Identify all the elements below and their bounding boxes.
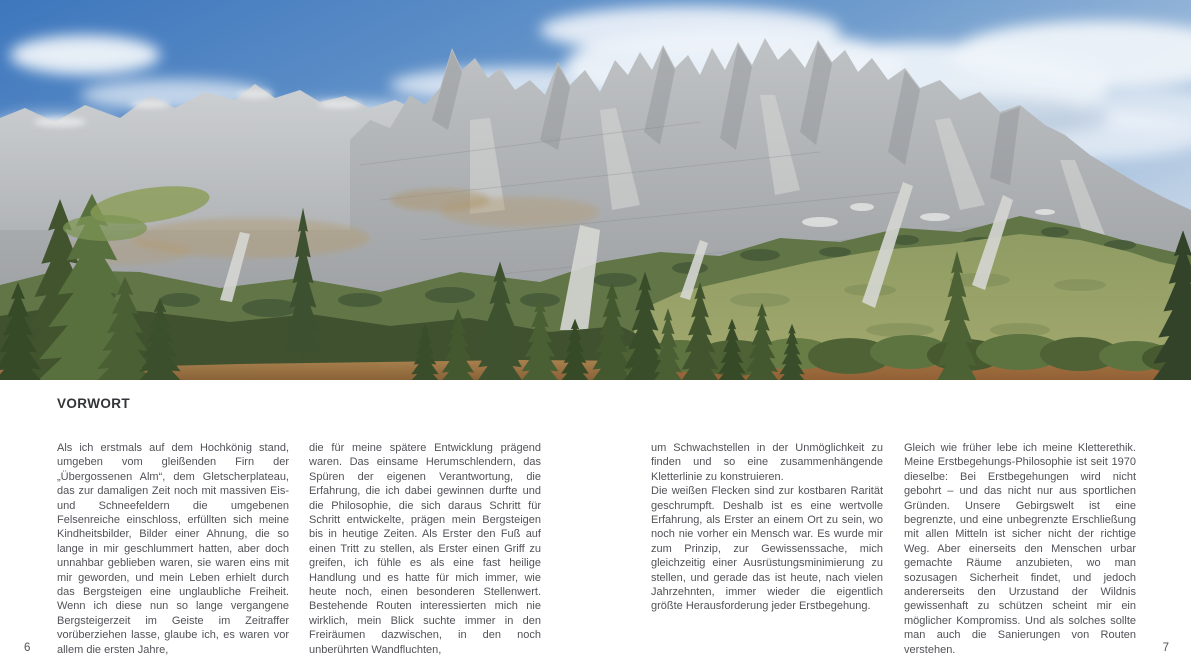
text-column-1 bbox=[57, 441, 289, 657]
paragraph: Die weißen Flecken sind zur kostbaren Rarität geschrumpft. Deshalb ist es eine wertvolle Erfahrung, als Erster an einem Ort zu sein, wo noch nie vorher ein Mensch war. Es wurde mir zum Prinzip, zur Gewissenssache, mich gleichzeitig einer Ausrüstungsminimierung zu stellen, und gerade das ist heute, nach vielen Jahrzehnten, immer wieder die eigentlich größte Herausforderung jeder Erstbegehung. bbox=[651, 485, 883, 613]
page-number-left: 6 bbox=[24, 642, 31, 654]
text-column-3 bbox=[651, 441, 883, 614]
paragraph: Als ich erstmals auf dem Hochkönig stand, umgeben vom gleißenden Firn der „Übergossenen Alm“, dem Gletscherplateau, das zur damaligen Zeit noch mit massiven Eis- und Schneefeldern die umgebenen Felsenreiche einschloss, erfüllten sich meine Kindheitsbilder, Bilder einer Ahnung, die so lange in mir geschlummert hatten, aber doch unnahbar geblieben waren, sie waren eins mit mir geworden, und mein Leben erhielt durch das Bergsteigen eine unglaubliche Freiheit. Wenn ich diese nun so lange vergangene Bergsteigerzeit im Geiste im Zeitraffer vorüberziehen lasse, glaube ich, es waren vor allem die ersten Jahre, bbox=[57, 442, 289, 656]
text-column-2 bbox=[309, 441, 541, 657]
paragraph: die für meine spätere Entwicklung prägend waren. Das einsame Herumschlendern, das Spüren der eigenen Verantwortung, die Erfahrung, die ich dabei gewinnen durfte und die Philosophie, die sich daraus Schritt für Schritt entwickelte, prägen mein Bergsteigen bis in heutige Zeiten. Als Erster den Fuß auf einen Tritt zu stellen, als Erster einen Griff zu greifen, ich fühle es als eine fast heilige Handlung und es hatte für mich immer, wie heute noch, einen besonderen Stellenwert. Bestehende Routen interessierten mich nie wirklich, mein Blick suchte immer in den Freiräumen dazwischen, in den noch unberührten Wandfluchten, bbox=[309, 442, 541, 656]
paragraph: um Schwachstellen in der Unmöglichkeit zu finden und so eine zusammenhängende Kletterlinie zu konstruieren. bbox=[651, 442, 883, 483]
page-number-right: 7 bbox=[1162, 642, 1169, 654]
paragraph: Gleich wie früher lebe ich meine Kletterethik. Meine Erstbegehungs-Philosophie ist seit 1970 dieselbe: Bei Erstbegehungen wird nicht gebohrt – und das nicht nur aus sportlichen Gründen. Unsere Gebirgswelt ist eine begrenzte, und eine unbegrenzte Erschließung mit allen Mitteln ist sicher nicht der richtige Weg. Aber einerseits den Menschen urbar gemachte Räume anzubieten, wo man sozusagen Sicherheit findet, und jedoch andererseits den Urzustand der Wildnis gewissenhaft zu schützen scheint mir ein möglicher Kompromiss. Und als solches sollte man auch die Sanierungen von Routen verstehen. bbox=[904, 442, 1136, 656]
text-column-4 bbox=[904, 441, 1136, 657]
page-title: VORWORT bbox=[57, 396, 131, 411]
